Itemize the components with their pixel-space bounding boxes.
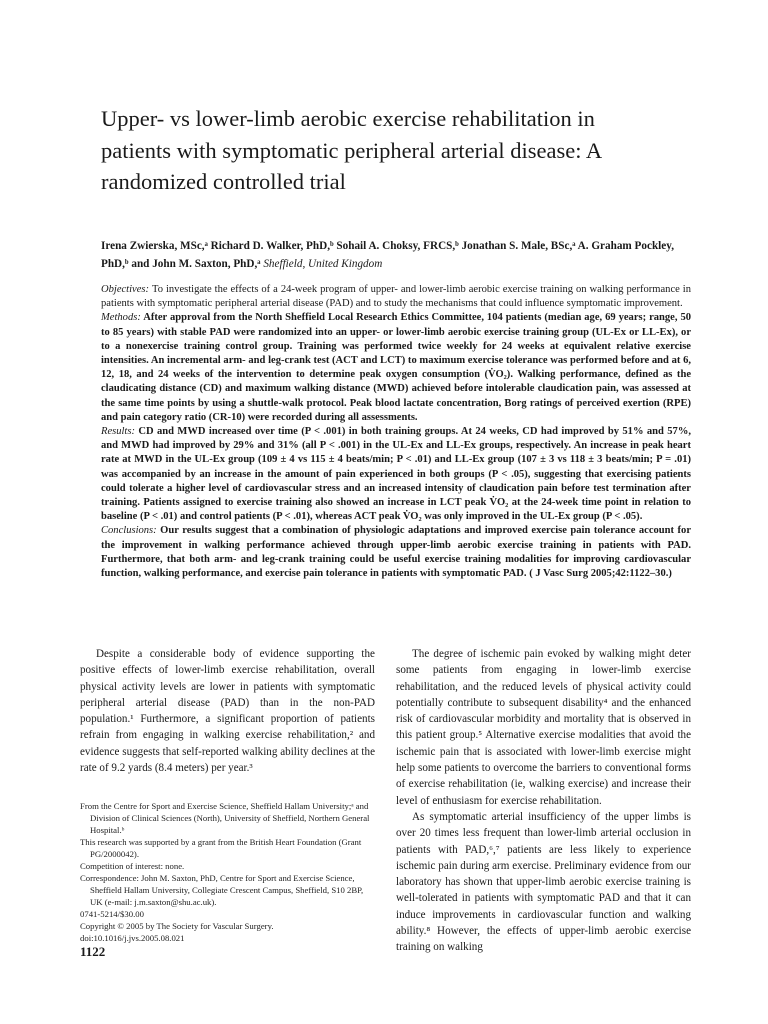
abstract-results	[101, 425, 691, 524]
footnote-issn: 0741-5214/$30.00	[80, 909, 144, 919]
body-paragraph: The degree of ischemic pain evoked by walking might deter some patients from engaging in lower-limb exercise rehabilitation, and the reduced levels of physical activity could potentially contribute to subsequent disability⁴ and the enhanced risk of cardiovascular morbidity and mortality that is observed in this patient group.⁵ Alternative exercise modalities that avoid the ischemic pain that is associated with lower-limb exercise might help some patients to overcome the barriers to conventional forms of exercise rehabilitation (ie, walking exercise) and increase their level of enthusiasm for exercise rehabilitation.	[396, 648, 691, 807]
body-paragraph: As symptomatic arterial insufficiency of the upper limbs is over 20 times less frequent than lower-limb arterial occlusion in patients with PAD,⁶,⁷ patients are less likely to experience ischemic pain during arm exercise. Preliminary evidence from our laboratory has shown that upper-limb aerobic exercise training is well-tolerated in patients with symptomatic PAD and that it can induce improvements in cardiovascular function and walking ability.⁸ However, the effects of upper-limb aerobic exercise training on walking	[396, 810, 691, 954]
methods-text: After approval from the North Sheffield Local Research Ethics Committee, 104 patients (median age, 69 years; range, 50 to 85 years) with stable PAD were randomized into an upper- or lower-limb aerobic exercise training group (UL-Ex or LL-Ex), or to a nonexercise training control group. Training was performed twice weekly for 24 weeks at equivalent relative exercise intensities. An incremental arm- and leg-crank test (ACT and LCT) to maximum exercise tolerance was performed before and at 6, 12, 18, and 24 weeks of the intervention to determine peak oxygen consumption (V̇O₂). Walking performance, defined as the claudicating distance (CD) and maximum walking distance (MWD) achieved before intolerable claudication pain, was assessed at the same time points by using a shuttle-walk protocol. Peak blood lactate concentration, Borg ratings of perceived exertion (RPE) and pain category ratio (CR-10) were recorded during all assessments.	[101, 312, 691, 423]
conclusions-text: Our results suggest that a combination of physiologic adaptations and improved exercise pain tolerance account for the improvement in walking performance achieved through upper-limb aerobic exercise training in patients with PAD. Furthermore, that both arm- and leg-crank training could be useful exercise training modalities for improving cardiovascular function, walking performance, and exercise pain tolerance in patients with symptomatic PAD. ( J Vasc Surg 2005;42:1122–30.)	[101, 525, 692, 580]
footnote-competition: Competition of interest: none.	[80, 861, 185, 871]
body-paragraph: Despite a considerable body of evidence supporting the positive effects of lower-limb exercise rehabilitation, overall physical activity levels are lower in patients with symptomatic peripheral arterial disease (PAD) than in the non-PAD population.¹ Furthermore, a significant proportion of patients refrain from engaging in walking exercise rehabilitation,² and evidence suggests that self-reported walking ability declines at the rate of 9.2 yards (8.4 meters) per year.³	[80, 648, 375, 775]
author-list	[101, 237, 691, 273]
body-column-left	[80, 646, 375, 776]
article-title: Upper- vs lower-limb aerobic exercise rehabilitation in patients with symptomatic peripheral arterial disease: A randomized controlled trial	[101, 106, 601, 194]
abstract-conclusions	[101, 524, 691, 581]
results-label: Results:	[101, 426, 135, 438]
abstract-methods	[101, 311, 691, 425]
author-affiliation: Sheffield, United Kingdom	[263, 258, 383, 270]
body-column-right	[396, 646, 691, 956]
abstract	[101, 283, 691, 581]
footnote-funding: This research was supported by a grant from the British Heart Foundation (Grant PG/2000042).	[80, 837, 362, 859]
footnote-correspondence: Correspondence: John M. Saxton, PhD, Centre for Sport and Exercise Science, Sheffield Hallam University, Collegiate Crescent Campus, Sheffield, S10 2BP, UK (e-mail: j.m.saxton@shu.ac.uk).	[80, 873, 364, 907]
page-number: 1122	[80, 944, 106, 959]
footnote-affiliation: From the Centre for Sport and Exercise Science, Sheffield Hallam University;ᵃ and Division of Clinical Sciences (North), University of Sheffield, Northern General Hospital.ᵇ	[80, 801, 370, 835]
objectives-text: To investigate the effects of a 24-week program of upper- and lower-limb aerobic exercise training on walking performance in patients with symptomatic peripheral arterial disease (PAD) and to study the mechanisms that could influence symptomatic improvement.	[101, 284, 691, 310]
methods-label: Methods:	[101, 312, 141, 324]
results-text: CD and MWD increased over time (P < .001) in both training groups. At 24 weeks, CD had improved by 51% and 57%, and MWD had improved by 29% and 31% (all P < .001) in the UL-Ex and LL-Ex groups, respectively. An increase in peak heart rate at MWD in the UL-Ex group (109 ± 4 vs 115 ± 4 beats/min; P < .01) and LL-Ex group (107 ± 3 vs 118 ± 3 beats/min; P = .01) was accompanied by an increase in the amount of pain experienced in both groups (P < .05), suggesting that exercising patients could tolerate a higher level of cardiovascular stress and an increased intensity of claudication pain before test termination after training. Patients assigned to exercise training also showed an increase in LCT peak V̇O₂ at the 24-week time point in relation to baseline (P < .01) and control patients (P < .01), whereas ACT peak V̇O₂ was only improved in the UL-Ex group (P < .05).	[101, 426, 691, 523]
conclusions-label: Conclusions:	[101, 525, 157, 537]
abstract-objectives	[101, 283, 691, 311]
footnote-copyright: Copyright © 2005 by The Society for Vascular Surgery.	[80, 921, 274, 931]
author-names: Irena Zwierska, MSc,ᵃ Richard D. Walker, PhD,ᵇ Sohail A. Choksy, FRCS,ᵇ Jonathan S. Male, BSc,ᵃ A. Graham Pockley, PhD,ᵇ and John M. Saxton, PhD,ᵃ	[101, 240, 675, 270]
objectives-label: Objectives:	[101, 284, 150, 295]
footnote-doi: doi:10.1016/j.jvs.2005.08.021	[80, 933, 185, 943]
footnotes	[80, 800, 375, 944]
